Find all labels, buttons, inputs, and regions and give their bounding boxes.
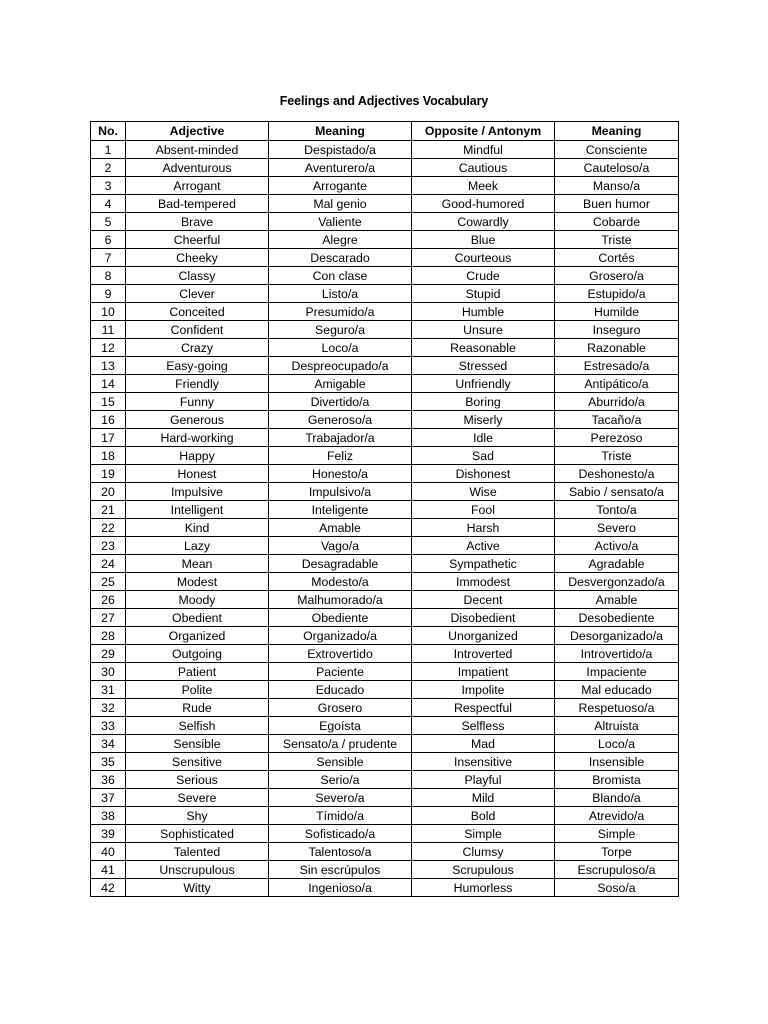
cell-opposite-meaning: Torpe [555, 843, 679, 861]
cell-opposite: Mindful [412, 141, 555, 159]
cell-meaning: Mal genio [269, 195, 412, 213]
table-row [91, 213, 679, 231]
cell-opposite-meaning: Buen humor [555, 195, 679, 213]
cell-meaning: Despistado/a [269, 141, 412, 159]
table-row [91, 177, 679, 195]
header-adjective: Adjective [126, 122, 269, 141]
cell-adjective: Clever [126, 285, 269, 303]
cell-adjective: Moody [126, 591, 269, 609]
table-row [91, 537, 679, 555]
cell-adjective: Sophisticated [126, 825, 269, 843]
cell-opposite: Crude [412, 267, 555, 285]
cell-adjective: Conceited [126, 303, 269, 321]
table-row [91, 267, 679, 285]
cell-opposite: Boring [412, 393, 555, 411]
cell-meaning: Honesto/a [269, 465, 412, 483]
cell-opposite: Courteous [412, 249, 555, 267]
cell-number: 41 [91, 861, 126, 879]
table-row [91, 303, 679, 321]
cell-number: 35 [91, 753, 126, 771]
cell-number: 39 [91, 825, 126, 843]
cell-opposite: Humorless [412, 879, 555, 897]
cell-opposite-meaning: Tonto/a [555, 501, 679, 519]
cell-meaning: Modesto/a [269, 573, 412, 591]
cell-number: 31 [91, 681, 126, 699]
cell-meaning: Generoso/a [269, 411, 412, 429]
cell-number: 12 [91, 339, 126, 357]
cell-meaning: Alegre [269, 231, 412, 249]
cell-number: 13 [91, 357, 126, 375]
cell-opposite: Cautious [412, 159, 555, 177]
cell-number: 24 [91, 555, 126, 573]
cell-opposite: Respectful [412, 699, 555, 717]
cell-number: 4 [91, 195, 126, 213]
cell-number: 27 [91, 609, 126, 627]
cell-meaning: Despreocupado/a [269, 357, 412, 375]
cell-number: 42 [91, 879, 126, 897]
cell-opposite: Impolite [412, 681, 555, 699]
table-row [91, 357, 679, 375]
cell-number: 18 [91, 447, 126, 465]
table-row [91, 285, 679, 303]
cell-meaning: Aventurero/a [269, 159, 412, 177]
cell-meaning: Amable [269, 519, 412, 537]
table-row [91, 645, 679, 663]
cell-opposite: Harsh [412, 519, 555, 537]
cell-adjective: Mean [126, 555, 269, 573]
cell-opposite: Unfriendly [412, 375, 555, 393]
cell-meaning: Sensato/a / prudente [269, 735, 412, 753]
cell-opposite-meaning: Estresado/a [555, 357, 679, 375]
cell-opposite: Impatient [412, 663, 555, 681]
cell-adjective: Arrogant [126, 177, 269, 195]
cell-opposite-meaning: Amable [555, 591, 679, 609]
cell-opposite: Selfless [412, 717, 555, 735]
cell-meaning: Sin escrúpulos [269, 861, 412, 879]
cell-meaning: Ingenioso/a [269, 879, 412, 897]
cell-opposite: Good-humored [412, 195, 555, 213]
cell-opposite: Decent [412, 591, 555, 609]
cell-adjective: Crazy [126, 339, 269, 357]
table-row [91, 249, 679, 267]
cell-adjective: Sensible [126, 735, 269, 753]
cell-adjective: Classy [126, 267, 269, 285]
cell-opposite-meaning: Escrupuloso/a [555, 861, 679, 879]
table-header [91, 122, 679, 141]
cell-meaning: Serio/a [269, 771, 412, 789]
cell-opposite: Blue [412, 231, 555, 249]
table-row [91, 465, 679, 483]
cell-opposite: Playful [412, 771, 555, 789]
cell-number: 29 [91, 645, 126, 663]
cell-opposite: Simple [412, 825, 555, 843]
cell-opposite-meaning: Impaciente [555, 663, 679, 681]
cell-opposite-meaning: Activo/a [555, 537, 679, 555]
cell-opposite: Humble [412, 303, 555, 321]
cell-adjective: Witty [126, 879, 269, 897]
cell-opposite-meaning: Desvergonzado/a [555, 573, 679, 591]
cell-meaning: Vago/a [269, 537, 412, 555]
cell-opposite-meaning: Altruista [555, 717, 679, 735]
cell-number: 16 [91, 411, 126, 429]
cell-number: 23 [91, 537, 126, 555]
cell-opposite-meaning: Loco/a [555, 735, 679, 753]
cell-opposite-meaning: Consciente [555, 141, 679, 159]
cell-number: 3 [91, 177, 126, 195]
header-no: No. [91, 122, 126, 141]
cell-opposite-meaning: Agradable [555, 555, 679, 573]
cell-number: 17 [91, 429, 126, 447]
cell-meaning: Presumido/a [269, 303, 412, 321]
table-row [91, 321, 679, 339]
cell-opposite: Miserly [412, 411, 555, 429]
table-row [91, 735, 679, 753]
header-opposite: Opposite / Antonym [412, 122, 555, 141]
cell-opposite: Wise [412, 483, 555, 501]
cell-adjective: Patient [126, 663, 269, 681]
cell-meaning: Severo/a [269, 789, 412, 807]
table-row [91, 141, 679, 159]
cell-opposite: Insensitive [412, 753, 555, 771]
cell-opposite-meaning: Bromista [555, 771, 679, 789]
cell-number: 30 [91, 663, 126, 681]
cell-adjective: Talented [126, 843, 269, 861]
cell-number: 22 [91, 519, 126, 537]
header-row [91, 122, 679, 141]
cell-opposite: Dishonest [412, 465, 555, 483]
cell-adjective: Happy [126, 447, 269, 465]
vocabulary-table [90, 121, 679, 897]
cell-number: 28 [91, 627, 126, 645]
page-title: Feelings and Adjectives Vocabulary [279, 94, 489, 108]
cell-opposite: Mild [412, 789, 555, 807]
cell-number: 8 [91, 267, 126, 285]
cell-number: 33 [91, 717, 126, 735]
cell-opposite-meaning: Estupido/a [555, 285, 679, 303]
table-row [91, 447, 679, 465]
cell-adjective: Bad-tempered [126, 195, 269, 213]
cell-adjective: Absent-minded [126, 141, 269, 159]
cell-opposite: Unsure [412, 321, 555, 339]
cell-number: 19 [91, 465, 126, 483]
cell-opposite-meaning: Introvertido/a [555, 645, 679, 663]
cell-meaning: Divertido/a [269, 393, 412, 411]
table-row [91, 591, 679, 609]
table-row [91, 771, 679, 789]
table-body [91, 141, 679, 897]
cell-number: 6 [91, 231, 126, 249]
table-row [91, 699, 679, 717]
cell-adjective: Intelligent [126, 501, 269, 519]
cell-meaning: Amigable [269, 375, 412, 393]
cell-opposite: Sympathetic [412, 555, 555, 573]
cell-opposite-meaning: Inseguro [555, 321, 679, 339]
cell-meaning: Extrovertido [269, 645, 412, 663]
cell-adjective: Selfish [126, 717, 269, 735]
cell-number: 38 [91, 807, 126, 825]
cell-adjective: Hard-working [126, 429, 269, 447]
cell-number: 7 [91, 249, 126, 267]
cell-adjective: Adventurous [126, 159, 269, 177]
cell-adjective: Modest [126, 573, 269, 591]
cell-adjective: Impulsive [126, 483, 269, 501]
cell-opposite-meaning: Blando/a [555, 789, 679, 807]
cell-opposite-meaning: Cobarde [555, 213, 679, 231]
cell-opposite: Stupid [412, 285, 555, 303]
cell-opposite-meaning: Cauteloso/a [555, 159, 679, 177]
cell-meaning: Impulsivo/a [269, 483, 412, 501]
cell-number: 36 [91, 771, 126, 789]
cell-meaning: Desagradable [269, 555, 412, 573]
table-row [91, 879, 679, 897]
cell-number: 20 [91, 483, 126, 501]
cell-adjective: Kind [126, 519, 269, 537]
cell-meaning: Organizado/a [269, 627, 412, 645]
cell-number: 26 [91, 591, 126, 609]
table-row [91, 429, 679, 447]
cell-meaning: Seguro/a [269, 321, 412, 339]
cell-adjective: Organized [126, 627, 269, 645]
cell-meaning: Grosero [269, 699, 412, 717]
cell-opposite-meaning: Triste [555, 447, 679, 465]
table-row [91, 393, 679, 411]
table-row [91, 411, 679, 429]
cell-adjective: Friendly [126, 375, 269, 393]
cell-opposite-meaning: Perezoso [555, 429, 679, 447]
cell-meaning: Valiente [269, 213, 412, 231]
cell-opposite: Idle [412, 429, 555, 447]
cell-meaning: Obediente [269, 609, 412, 627]
cell-opposite: Immodest [412, 573, 555, 591]
cell-adjective: Serious [126, 771, 269, 789]
cell-adjective: Honest [126, 465, 269, 483]
table-row [91, 195, 679, 213]
table-row [91, 231, 679, 249]
cell-opposite: Meek [412, 177, 555, 195]
cell-number: 2 [91, 159, 126, 177]
cell-opposite-meaning: Sabio / sensato/a [555, 483, 679, 501]
table-row [91, 159, 679, 177]
cell-number: 21 [91, 501, 126, 519]
cell-meaning: Malhumorado/a [269, 591, 412, 609]
cell-number: 15 [91, 393, 126, 411]
table-row [91, 861, 679, 879]
table-row [91, 555, 679, 573]
cell-number: 5 [91, 213, 126, 231]
table-row [91, 483, 679, 501]
cell-number: 34 [91, 735, 126, 753]
table-row [91, 681, 679, 699]
cell-meaning: Educado [269, 681, 412, 699]
cell-adjective: Easy-going [126, 357, 269, 375]
cell-meaning: Feliz [269, 447, 412, 465]
cell-opposite: Bold [412, 807, 555, 825]
cell-meaning: Loco/a [269, 339, 412, 357]
cell-number: 14 [91, 375, 126, 393]
table-row [91, 375, 679, 393]
cell-meaning: Sensible [269, 753, 412, 771]
cell-meaning: Descarado [269, 249, 412, 267]
cell-opposite-meaning: Razonable [555, 339, 679, 357]
table-row [91, 609, 679, 627]
cell-adjective: Funny [126, 393, 269, 411]
cell-adjective: Generous [126, 411, 269, 429]
cell-adjective: Rude [126, 699, 269, 717]
cell-opposite-meaning: Triste [555, 231, 679, 249]
table-row [91, 825, 679, 843]
cell-adjective: Confident [126, 321, 269, 339]
table-row [91, 717, 679, 735]
table-row [91, 519, 679, 537]
cell-opposite: Fool [412, 501, 555, 519]
cell-opposite-meaning: Tacaño/a [555, 411, 679, 429]
table-row [91, 339, 679, 357]
cell-adjective: Severe [126, 789, 269, 807]
cell-opposite-meaning: Grosero/a [555, 267, 679, 285]
cell-number: 11 [91, 321, 126, 339]
cell-opposite-meaning: Deshonesto/a [555, 465, 679, 483]
cell-adjective: Polite [126, 681, 269, 699]
cell-opposite-meaning: Simple [555, 825, 679, 843]
cell-meaning: Arrogante [269, 177, 412, 195]
header-opposite-meaning: Meaning [555, 122, 679, 141]
cell-opposite-meaning: Desobediente [555, 609, 679, 627]
cell-opposite-meaning: Desorganizado/a [555, 627, 679, 645]
cell-meaning: Con clase [269, 267, 412, 285]
cell-number: 1 [91, 141, 126, 159]
cell-opposite-meaning: Atrevido/a [555, 807, 679, 825]
cell-number: 37 [91, 789, 126, 807]
cell-opposite: Sad [412, 447, 555, 465]
cell-opposite: Disobedient [412, 609, 555, 627]
cell-meaning: Trabajador/a [269, 429, 412, 447]
table-row [91, 843, 679, 861]
table-row [91, 627, 679, 645]
cell-meaning: Egoísta [269, 717, 412, 735]
cell-opposite: Clumsy [412, 843, 555, 861]
cell-opposite-meaning: Soso/a [555, 879, 679, 897]
cell-adjective: Obedient [126, 609, 269, 627]
cell-opposite: Mad [412, 735, 555, 753]
cell-number: 40 [91, 843, 126, 861]
cell-opposite-meaning: Humilde [555, 303, 679, 321]
cell-opposite-meaning: Manso/a [555, 177, 679, 195]
cell-adjective: Cheerful [126, 231, 269, 249]
table-row [91, 789, 679, 807]
table-row [91, 663, 679, 681]
cell-opposite: Active [412, 537, 555, 555]
header-meaning: Meaning [269, 122, 412, 141]
cell-meaning: Tímido/a [269, 807, 412, 825]
table-row [91, 501, 679, 519]
cell-meaning: Talentoso/a [269, 843, 412, 861]
cell-meaning: Sofisticado/a [269, 825, 412, 843]
cell-opposite-meaning: Antipático/a [555, 375, 679, 393]
cell-adjective: Lazy [126, 537, 269, 555]
table-row [91, 807, 679, 825]
cell-opposite-meaning: Insensible [555, 753, 679, 771]
cell-opposite-meaning: Aburrido/a [555, 393, 679, 411]
cell-adjective: Sensitive [126, 753, 269, 771]
cell-opposite-meaning: Cortés [555, 249, 679, 267]
cell-adjective: Shy [126, 807, 269, 825]
cell-opposite: Unorganized [412, 627, 555, 645]
cell-opposite-meaning: Severo [555, 519, 679, 537]
table-row [91, 753, 679, 771]
cell-opposite: Introverted [412, 645, 555, 663]
cell-adjective: Cheeky [126, 249, 269, 267]
cell-opposite: Cowardly [412, 213, 555, 231]
cell-number: 32 [91, 699, 126, 717]
table-row [91, 573, 679, 591]
cell-opposite-meaning: Mal educado [555, 681, 679, 699]
cell-meaning: Paciente [269, 663, 412, 681]
cell-meaning: Listo/a [269, 285, 412, 303]
cell-number: 9 [91, 285, 126, 303]
cell-number: 25 [91, 573, 126, 591]
cell-opposite-meaning: Respetuoso/a [555, 699, 679, 717]
cell-adjective: Unscrupulous [126, 861, 269, 879]
cell-opposite: Stressed [412, 357, 555, 375]
cell-meaning: Inteligente [269, 501, 412, 519]
cell-number: 10 [91, 303, 126, 321]
cell-adjective: Brave [126, 213, 269, 231]
cell-adjective: Outgoing [126, 645, 269, 663]
cell-opposite: Reasonable [412, 339, 555, 357]
cell-opposite: Scrupulous [412, 861, 555, 879]
